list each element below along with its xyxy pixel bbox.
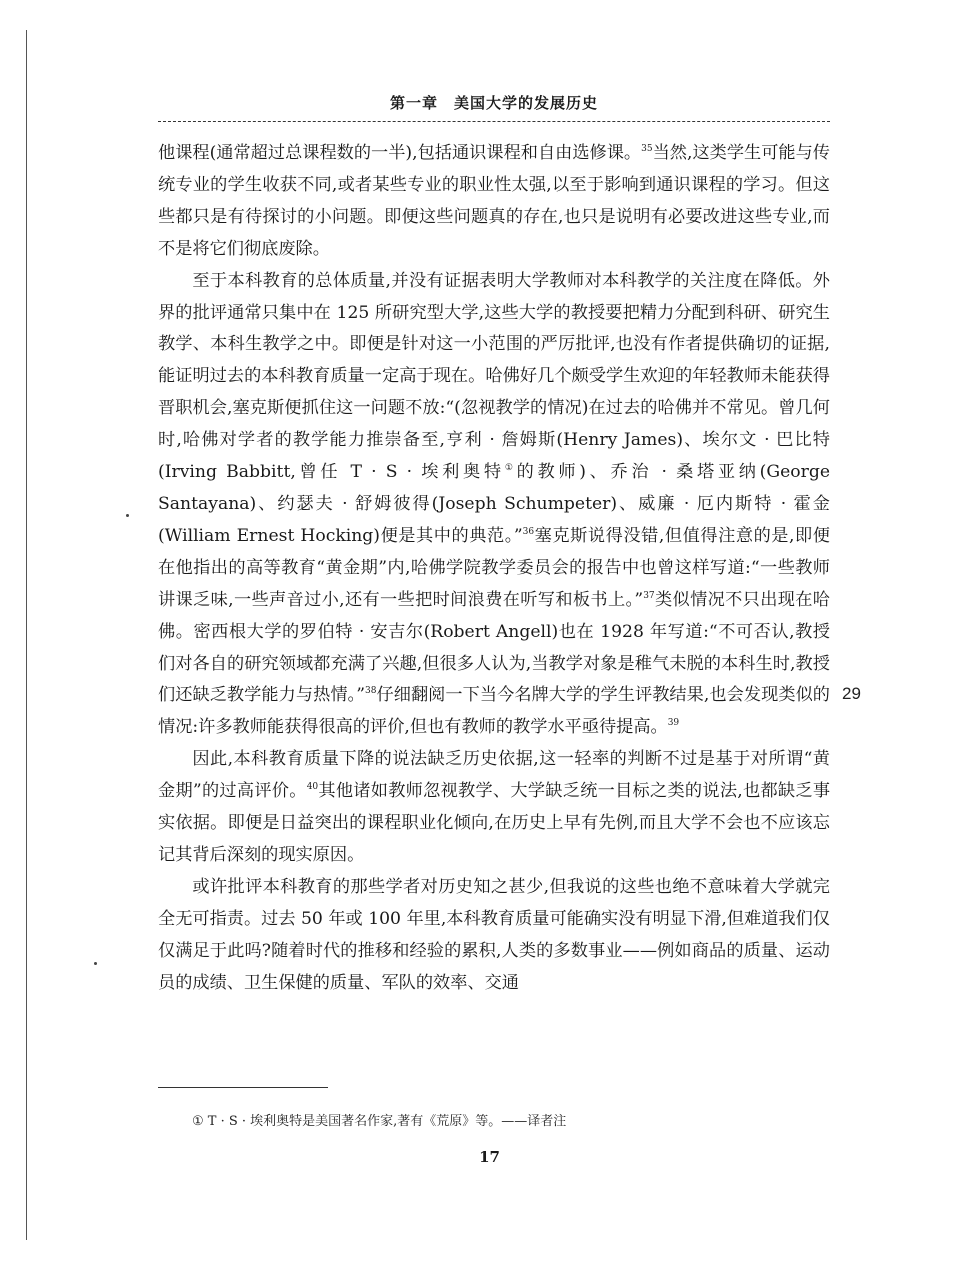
body-text [158, 138, 830, 999]
text-span: 当然,这类学生可能与传统专业的学生收获不同,或者某些专业的职业性太强,以至于影响到通识课程的学习。但这些都只是有待探讨的小问题。即便这些问题真的存在,也只是说明有必要改进这些专业,而不是将它们彻底废除。 [158, 143, 830, 259]
paragraph-2 [158, 266, 830, 745]
endnote-ref: 36 [522, 526, 535, 537]
page-number: 17 [479, 1148, 500, 1166]
scan-speck [126, 514, 129, 517]
endnote-ref: 38 [364, 686, 377, 697]
running-header: 第一章 美国大学的发展历史 [389, 94, 598, 112]
text-span: 类似情况不只出现在哈佛。密西根大学的罗伯特 · 安吉尔(Robert Angell)也在 1928 年写道:“不可否认,教授们对各自的研究领域都充满了兴趣,但很多人认为,当教学对象是稚气未脱的本科生时,教授们还缺乏教学能力与热情。” [158, 589, 830, 706]
text-span: 因此,本科教育质量下降的说法缺乏历史依据,这一轻率的判断不过是基于对所谓“黄金期”的过高评价。 [158, 749, 830, 802]
footnote: ① T · S · 埃利奥特是美国著名作家,著有《荒原》等。——译者注 [192, 1114, 567, 1129]
endnote-ref: 39 [667, 718, 680, 729]
page-margin-rule [26, 30, 27, 1240]
text-span: 塞克斯说得没错,但值得注意的是,即便在他指出的高等教育“黄金期”内,哈佛学院教学委员会的报告中也曾这样写道:“一些教师讲课乏味,一些声音过小,还有一些把时间浪费在听写和板书上。” [158, 525, 830, 610]
scan-speck [94, 962, 97, 965]
endnote-ref: 35 [641, 144, 653, 154]
text-span: 的教师)、乔治 · 桑塔亚纳(George Santayana)、约瑟夫 · 舒姆彼得(Joseph Schumpeter)、威廉 · 厄内斯特 · 霍金(William Ernest Hocking)便是其中的典范。” [158, 462, 830, 546]
text-span: 或许批评本科教育的那些学者对历史知之甚少,但我说的这些也绝不意味着大学就完全无可指责。过去 50 年或 100 年里,本科教育质量可能确实没有明显下滑,但难道我们仅仅满足于此吗?随着时代的推移和经验的累积,人类的多数事业——例如商品的质量、运动员的成绩、卫生保健的质量、军队的效率、交通 [158, 876, 830, 993]
margin-page-number: 29 [842, 684, 861, 703]
footnote-divider [158, 1087, 328, 1088]
header-divider [158, 121, 830, 122]
text-span: 至于本科教育的总体质量,并没有证据表明大学教师对本科教学的关注度在降低。外界的批评通常只集中在 125 所研究型大学,这些大学的教授要把精力分配到科研、研究生教学、本科生教学之中。即便是针对这一小范围的严厉批评,也没有作者提供确切的证据,能证明过去的本科教育质量一定高于现在。哈佛好几个颇受学生欢迎的年轻教师未能获得晋职机会,塞克斯便抓住这一问题不放:“(忽视教学的情况)在过去的哈佛并不常见。曾几何时,哈佛对学者的教学能力推崇备至,亨利 · 詹姆斯(Henry James)、埃尔文 · 巴比特(Irving Babbitt,曾任 T · S · 埃利奥特 [158, 270, 830, 483]
paragraph-1 [158, 138, 830, 266]
footnote-ref: ① [504, 463, 517, 474]
text-span: 仔细翻阅一下当今名牌大学的学生评教结果,也会发现类似的情况:许多教师能获得很高的评价,但也有教师的教学水平亟待提高。 [158, 685, 830, 738]
paragraph-3 [158, 744, 830, 872]
text-span: 他课程(通常超过总课程数的一半),包括通识课程和自由选修课。 [158, 143, 642, 163]
endnote-ref: 40 [306, 782, 319, 793]
paragraph-4 [158, 872, 830, 1000]
endnote-ref: 37 [643, 590, 655, 601]
text-span: 其他诸如教师忽视教学、大学缺乏统一目标之类的说法,也都缺乏事实依据。即便是日益突出的课程职业化倾向,在历史上早有先例,而且大学不会也不应该忘记其背后深刻的现实原因。 [158, 781, 831, 865]
